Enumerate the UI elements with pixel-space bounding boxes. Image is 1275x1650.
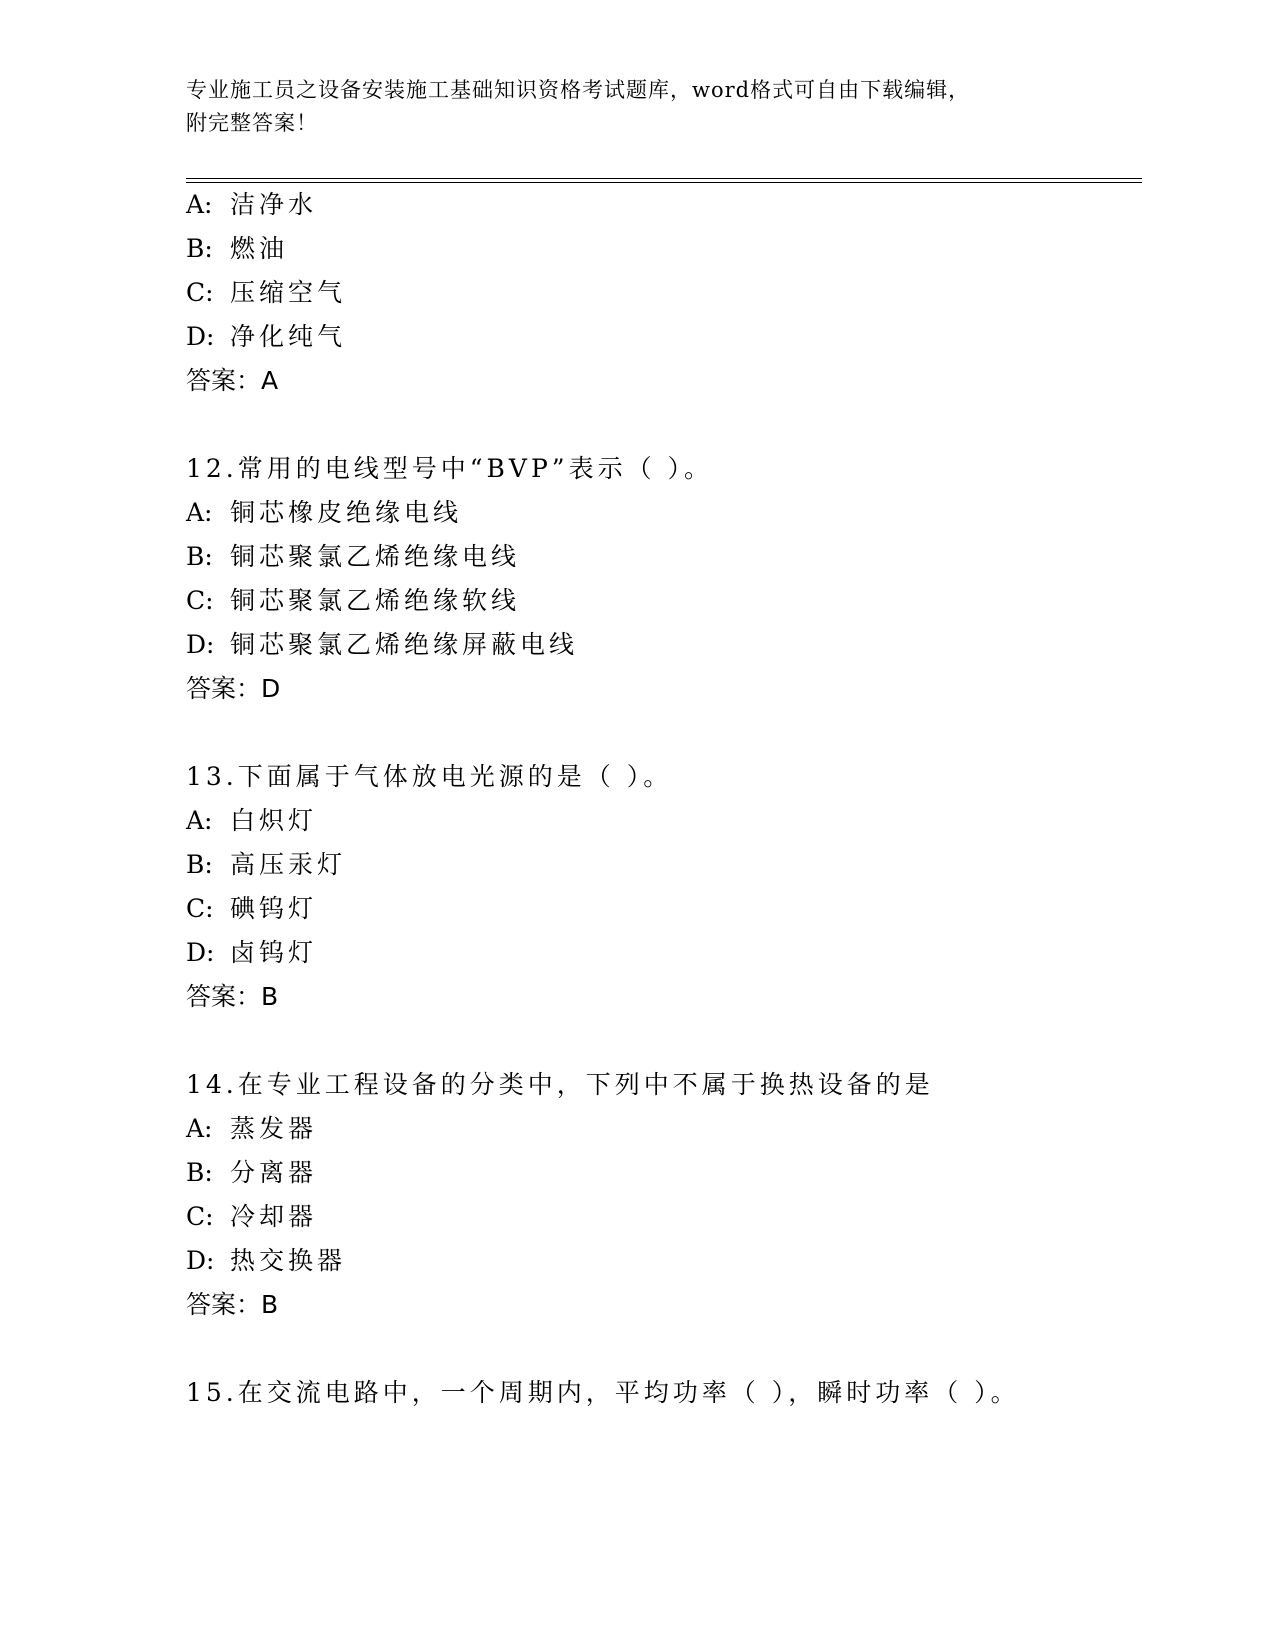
q12-question: 12.常用的电线型号中“BVP”表示（ ）。 bbox=[186, 454, 714, 483]
q14-answer: 答案：B bbox=[186, 1290, 279, 1319]
document-header bbox=[186, 74, 1066, 140]
q14-option-d: D: 热交换器 bbox=[186, 1246, 347, 1275]
q12-option-d: D: 铜芯聚氯乙烯绝缘屏蔽电线 bbox=[186, 630, 579, 659]
q12-option-c: C: 铜芯聚氯乙烯绝缘软线 bbox=[186, 586, 521, 615]
q14-option-a: A: 蒸发器 bbox=[186, 1114, 318, 1143]
q15-question: 15.在交流电路中，一个周期内，平均功率（ ），瞬时功率（ ）。 bbox=[186, 1378, 1020, 1407]
header-divider-top bbox=[186, 178, 1142, 179]
q11-option-b: B: 燃油 bbox=[186, 234, 289, 263]
q13-answer: 答案：B bbox=[186, 982, 279, 1011]
q13-option-d: D: 卤钨灯 bbox=[186, 938, 318, 967]
header-divider-bottom bbox=[186, 182, 1142, 183]
q11-answer: 答案：A bbox=[186, 366, 279, 395]
q13-question: 13.下面属于气体放电光源的是（ ）。 bbox=[186, 762, 673, 791]
q14-option-c: C: 冷却器 bbox=[186, 1202, 318, 1231]
q12-answer: 答案：D bbox=[186, 674, 281, 703]
q13-option-a: A: 白炽灯 bbox=[186, 806, 318, 835]
q11-option-d: D: 净化纯气 bbox=[186, 322, 347, 351]
q11-option-c: C: 压缩空气 bbox=[186, 278, 347, 307]
q14-option-b: B: 分离器 bbox=[186, 1158, 318, 1187]
header-line-2: 附完整答案！ bbox=[186, 111, 318, 135]
q13-option-c: C: 碘钨灯 bbox=[186, 894, 318, 923]
q11-option-a: A: 洁净水 bbox=[186, 190, 318, 219]
q14-question: 14.在专业工程设备的分类中，下列中不属于换热设备的是 bbox=[186, 1070, 934, 1099]
q12-option-b: B: 铜芯聚氯乙烯绝缘电线 bbox=[186, 542, 521, 571]
header-line-1: 专业施工员之设备安装施工基础知识资格考试题库，word格式可自由下载编辑， bbox=[186, 78, 971, 102]
q13-option-b: B: 高压汞灯 bbox=[186, 850, 347, 879]
q12-option-a: A: 铜芯橡皮绝缘电线 bbox=[186, 498, 463, 527]
